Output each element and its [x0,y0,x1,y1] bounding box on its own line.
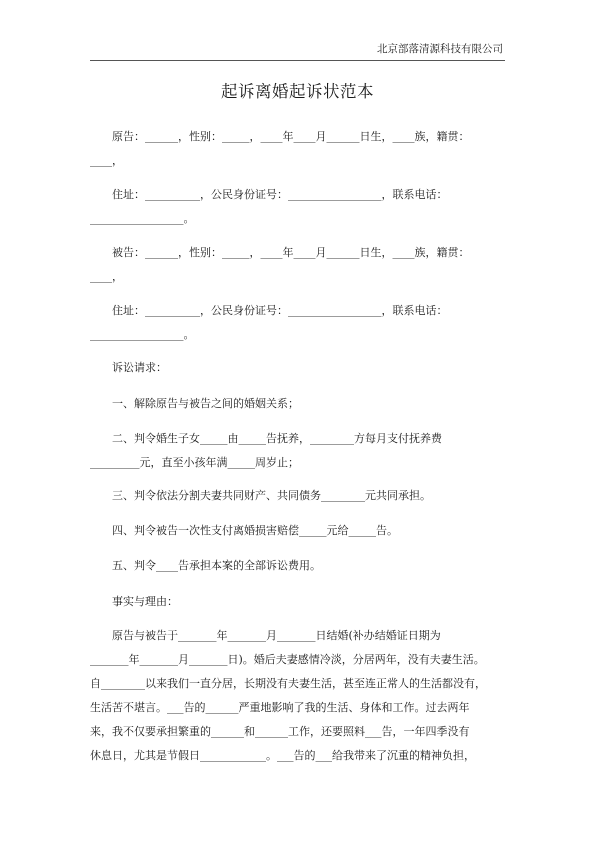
claim-1-text: 一、解除原告与被告之间的婚姻关系； [112,397,299,410]
plaintiff-info-line2: ____， [90,154,123,167]
facts-line: 来，我不仅要承担繁重的______和______工作，还要照料___告，一年四季没有 [90,725,470,738]
company-header: 北京部落清源科技有限公司 [377,43,503,55]
claims-heading [90,356,505,380]
facts-heading [90,590,505,614]
claim-2 [90,427,505,475]
claim-3 [90,484,505,508]
defendant-info-line1: 被告：______，性别：_____，____年____月______日生，____族，籍贯： [112,246,470,259]
claim-2-line2: _________元，直至小孩年满_____周岁止； [90,456,299,469]
facts-line: 原告与被告于_______年_______月_______日结婚(补办结婚证日期为 [112,629,441,642]
defendant-address-line1: 住址：__________，公民身份证号：_________________，联系电话： [112,304,448,317]
plaintiff-info [90,125,505,173]
claim-4 [90,519,505,543]
header-rule [90,60,505,61]
defendant-address-line2: _________________。 [90,328,195,341]
claims-heading-text: 诉讼请求： [112,361,167,374]
defendant-info-line2: ____， [90,270,123,283]
facts-heading-text: 事实与理由： [112,595,178,608]
facts-line: 自________以来我们一直分居，长期没有夫妻生活，甚至连正常人的生活都没有， [90,677,486,690]
defendant-info [90,241,505,289]
facts-line: 生活苦不堪言。___告的______严重地影响了我的生活、身体和工作。过去两年 [90,701,470,714]
claim-5-text: 五、判令____告承担本案的全部诉讼费用。 [112,559,321,572]
document-title: 起诉离婚起诉状范本 [221,82,374,101]
plaintiff-info-line1: 原告：______，性别：_____，____年____月______日生，____族，籍贯： [112,130,470,143]
claim-1 [90,392,505,416]
facts-line: _______年_______月_______日)。婚后夫妻感情冷淡，分居两年，没有夫妻生活。 [90,653,485,666]
claim-4-text: 四、判令被告一次性支付离婚损害赔偿_____元给_____告。 [112,524,398,537]
facts-paragraph [90,624,505,768]
claim-5 [90,554,505,578]
defendant-address [90,299,505,347]
plaintiff-address [90,183,505,231]
claim-2-line1: 二、判令婚生子女_____由_____告抚养，________方每月支付抚养费 [112,432,442,445]
plaintiff-address-line1: 住址：__________，公民身份证号：_________________，联系电话： [112,188,448,201]
claim-3-text: 三、判令依法分割夫妻共同财产、共同债务________元共同承担。 [112,489,431,502]
facts-line: 休息日，尤其是节假日____________。___告的___给我带来了沉重的精神负担， [90,749,475,762]
plaintiff-address-line2: _________________。 [90,212,195,225]
